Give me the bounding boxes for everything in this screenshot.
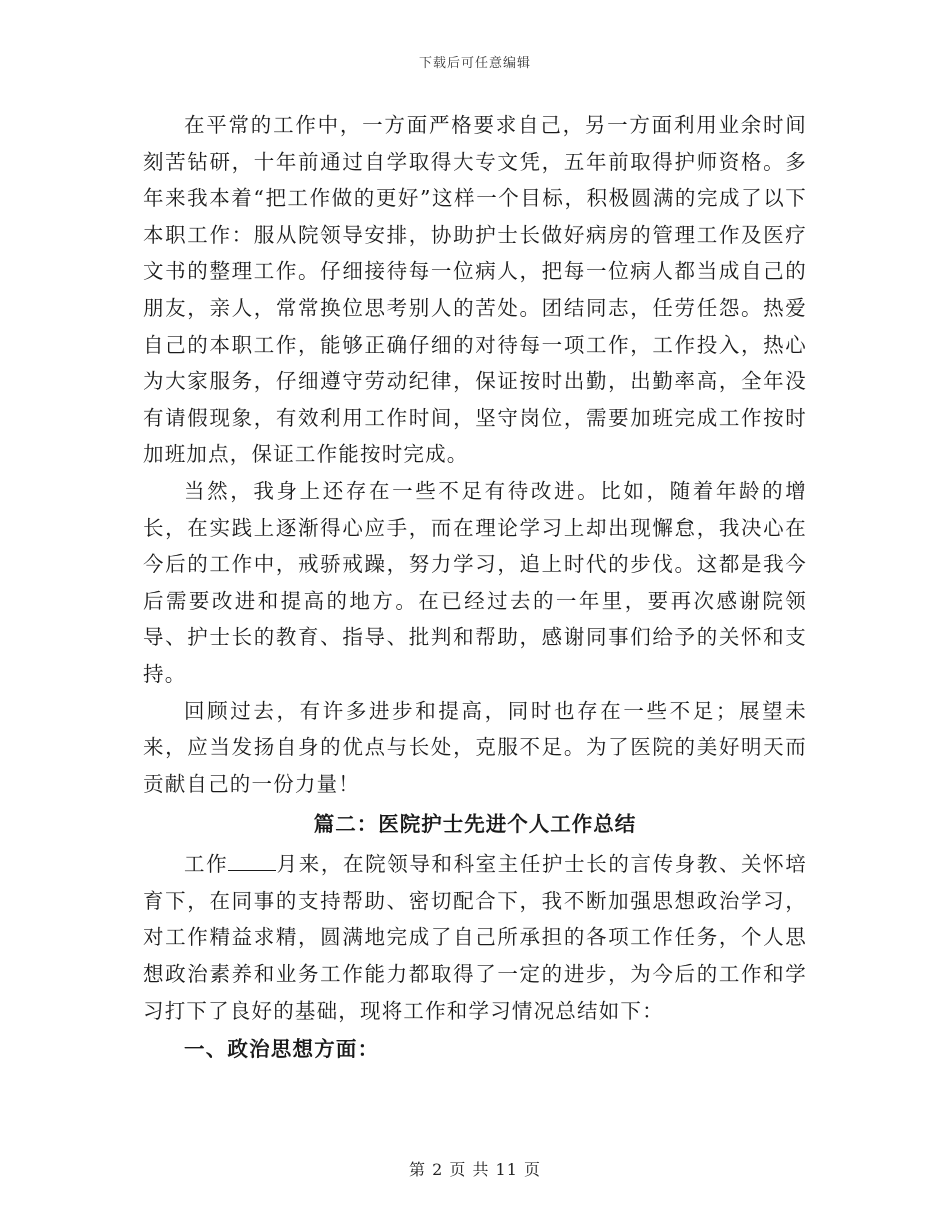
subheading-political: 一、政治思想方面： <box>184 1037 380 1062</box>
fill-in-blank <box>228 869 276 871</box>
section-title: 篇二：医院护士先进个人工作总结 <box>313 812 637 837</box>
page-footer: 第 2 页 共 11 页 <box>409 1160 541 1179</box>
paragraph-section-intro <box>143 846 807 1029</box>
document-body <box>143 107 807 1069</box>
intro-prefix: 工作 <box>184 852 229 877</box>
paragraph-work-duties: 在平常的工作中，一方面严格要求自己，另一方面利用业余时间刻苦钻研，十年前通过自学取得大专文凭，五年前取得护师资格。多年来我本着“把工作做的更好”这样一个目标，积极圆满的完成了以下本职工作：服从院领导安排，协助护士长做好病房的管理工作及医疗文书的整理工作。仔细接待每一位病人，把每一位病人都当成自己的朋友，亲人，常常换位思考别人的苦处。团结同志，任劳任怨。热爱自己的本职工作，能够正确仔细的对待每一项工作，工作投入，热心为大家服务，仔细遵守劳动纪律，保证按时出勤，出勤率高，全年没有请假现象，有效利用工作时间，坚守岗位，需要加班完成工作按时加班加点，保证工作能按时完成。 <box>143 113 807 467</box>
intro-suffix: 月来，在院领导和科室主任护士长的言传身教、关怀培育下，在同事的支持帮助、密切配合下，我不断加强思想政治学习，对工作精益求精，圆满地完成了自己所承担的各项工作任务，个人思想政治素养和业务工作能力都取得了一定的进步，为今后的工作和学习打下了良好的基础，现将工作和学习情况总结如下： <box>143 852 807 1023</box>
paragraph-shortcomings: 当然，我身上还存在一些不足有待改进。比如，随着年龄的增长，在实践上逐渐得心应手，而在理论学习上却出现懈怠，我决心在今后的工作中，戒骄戒躁，努力学习，追上时代的步伐。这都是我今后需要改进和提高的地方。在已经过去的一年里，要再次感谢院领导、护士长的教育、指导、批判和帮助，感谢同事们给予的关怀和支持。 <box>143 478 807 686</box>
page-header: 下载后可任意编辑 <box>418 56 531 71</box>
paragraph-outlook: 回顾过去，有许多进步和提高，同时也存在一些不足；展望未来，应当发扬自身的优点与长处，克服不足。为了医院的美好明天而贡献自己的一份力量！ <box>143 698 807 796</box>
